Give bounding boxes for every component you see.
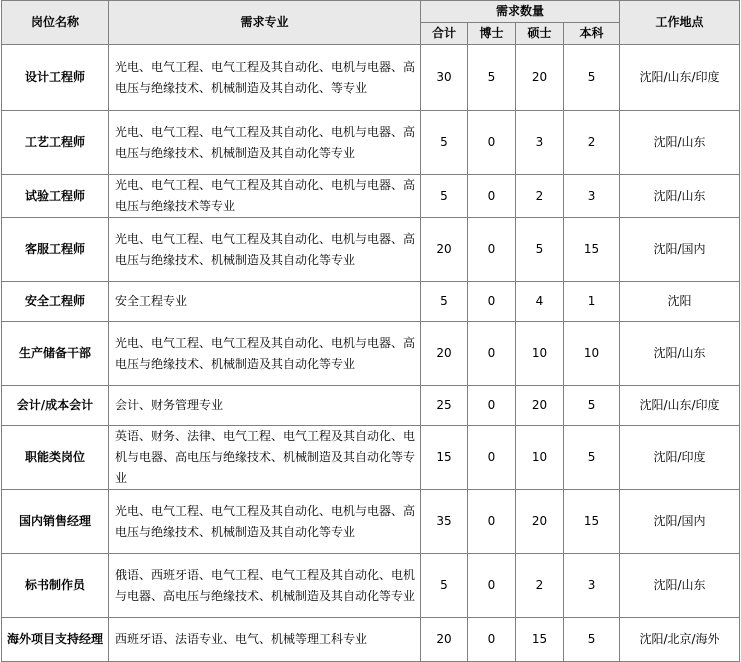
phd-cell: 0 [468, 618, 516, 662]
phd-cell: 0 [468, 322, 516, 386]
total-cell: 20 [421, 618, 468, 662]
bachelor-cell: 5 [564, 618, 620, 662]
master-cell: 20 [516, 386, 564, 426]
location-cell: 沈阳/山东/印度 [620, 45, 740, 111]
total-cell: 5 [421, 111, 468, 175]
major-cell: 英语、财务、法律、电气工程、电气工程及其自动化、电机与电器、高电压与绝缘技术、机械制造及其自动化等专业 [109, 426, 421, 490]
location-cell: 沈阳/印度 [620, 426, 740, 490]
location-cell: 沈阳/山东 [620, 111, 740, 175]
table-row [2, 218, 740, 282]
phd-cell: 0 [468, 490, 516, 554]
master-cell: 10 [516, 322, 564, 386]
bachelor-cell: 5 [564, 426, 620, 490]
header-master: 硕士 [516, 23, 564, 45]
table-row [2, 426, 740, 490]
phd-cell: 0 [468, 218, 516, 282]
header-demand: 需求数量 [421, 1, 620, 23]
major-cell: 光电、电气工程、电气工程及其自动化、电机与电器、高电压与绝缘技术、机械制造及其自动化等专业 [109, 111, 421, 175]
total-cell: 5 [421, 175, 468, 218]
header-major: 需求专业 [109, 1, 421, 45]
position-cell: 客服工程师 [2, 218, 109, 282]
master-cell: 2 [516, 554, 564, 618]
master-cell: 2 [516, 175, 564, 218]
bachelor-cell: 15 [564, 490, 620, 554]
master-cell: 3 [516, 111, 564, 175]
table-row [2, 175, 740, 218]
bachelor-cell: 3 [564, 554, 620, 618]
phd-cell: 0 [468, 426, 516, 490]
major-cell: 光电、电气工程、电气工程及其自动化、电机与电器、高电压与绝缘技术、机械制造及其自动化等专业 [109, 218, 421, 282]
table-row [2, 490, 740, 554]
location-cell: 沈阳/北京/海外 [620, 618, 740, 662]
master-cell: 15 [516, 618, 564, 662]
master-cell: 5 [516, 218, 564, 282]
header-phd: 博士 [468, 23, 516, 45]
table-row [2, 111, 740, 175]
location-cell: 沈阳/山东 [620, 322, 740, 386]
major-cell: 光电、电气工程、电气工程及其自动化、电机与电器、高电压与绝缘技术等专业 [109, 175, 421, 218]
master-cell: 20 [516, 45, 564, 111]
master-cell: 10 [516, 426, 564, 490]
position-cell: 试验工程师 [2, 175, 109, 218]
major-cell: 光电、电气工程、电气工程及其自动化、电机与电器、高电压与绝缘技术、机械制造及其自动化等专业 [109, 490, 421, 554]
position-cell: 设计工程师 [2, 45, 109, 111]
position-cell: 工艺工程师 [2, 111, 109, 175]
total-cell: 20 [421, 322, 468, 386]
table-row [2, 322, 740, 386]
total-cell: 30 [421, 45, 468, 111]
total-cell: 15 [421, 426, 468, 490]
header-bachelor: 本科 [564, 23, 620, 45]
bachelor-cell: 1 [564, 282, 620, 322]
position-cell: 生产储备干部 [2, 322, 109, 386]
location-cell: 沈阳/山东 [620, 554, 740, 618]
total-cell: 20 [421, 218, 468, 282]
major-cell: 安全工程专业 [109, 282, 421, 322]
phd-cell: 0 [468, 282, 516, 322]
phd-cell: 5 [468, 45, 516, 111]
table-row [2, 618, 740, 662]
location-cell: 沈阳 [620, 282, 740, 322]
table-row [2, 282, 740, 322]
major-cell: 光电、电气工程、电气工程及其自动化、电机与电器、高电压与绝缘技术、机械制造及其自动化、等专业 [109, 45, 421, 111]
header-position: 岗位名称 [2, 1, 109, 45]
position-cell: 安全工程师 [2, 282, 109, 322]
bachelor-cell: 5 [564, 45, 620, 111]
major-cell: 光电、电气工程、电气工程及其自动化、电机与电器、高电压与绝缘技术、机械制造及其自动化等专业 [109, 322, 421, 386]
major-cell: 俄语、西班牙语、电气工程、电气工程及其自动化、电机与电器、高电压与绝缘技术、机械制造及其自动化等专业 [109, 554, 421, 618]
location-cell: 沈阳/山东/印度 [620, 386, 740, 426]
header-location: 工作地点 [620, 1, 740, 45]
bachelor-cell: 5 [564, 386, 620, 426]
master-cell: 20 [516, 490, 564, 554]
major-cell: 西班牙语、法语专业、电气、机械等理工科专业 [109, 618, 421, 662]
total-cell: 25 [421, 386, 468, 426]
bachelor-cell: 15 [564, 218, 620, 282]
position-cell: 国内销售经理 [2, 490, 109, 554]
master-cell: 4 [516, 282, 564, 322]
phd-cell: 0 [468, 386, 516, 426]
position-cell: 职能类岗位 [2, 426, 109, 490]
total-cell: 5 [421, 554, 468, 618]
total-cell: 5 [421, 282, 468, 322]
table-row [2, 554, 740, 618]
bachelor-cell: 3 [564, 175, 620, 218]
recruitment-table [1, 0, 740, 662]
table-row [2, 386, 740, 426]
location-cell: 沈阳/国内 [620, 490, 740, 554]
location-cell: 沈阳/山东 [620, 175, 740, 218]
position-cell: 海外项目支持经理 [2, 618, 109, 662]
phd-cell: 0 [468, 175, 516, 218]
phd-cell: 0 [468, 111, 516, 175]
phd-cell: 0 [468, 554, 516, 618]
bachelor-cell: 2 [564, 111, 620, 175]
major-cell: 会计、财务管理专业 [109, 386, 421, 426]
position-cell: 会计/成本会计 [2, 386, 109, 426]
table-row [2, 45, 740, 111]
header-total: 合计 [421, 23, 468, 45]
bachelor-cell: 10 [564, 322, 620, 386]
total-cell: 35 [421, 490, 468, 554]
location-cell: 沈阳/国内 [620, 218, 740, 282]
position-cell: 标书制作员 [2, 554, 109, 618]
